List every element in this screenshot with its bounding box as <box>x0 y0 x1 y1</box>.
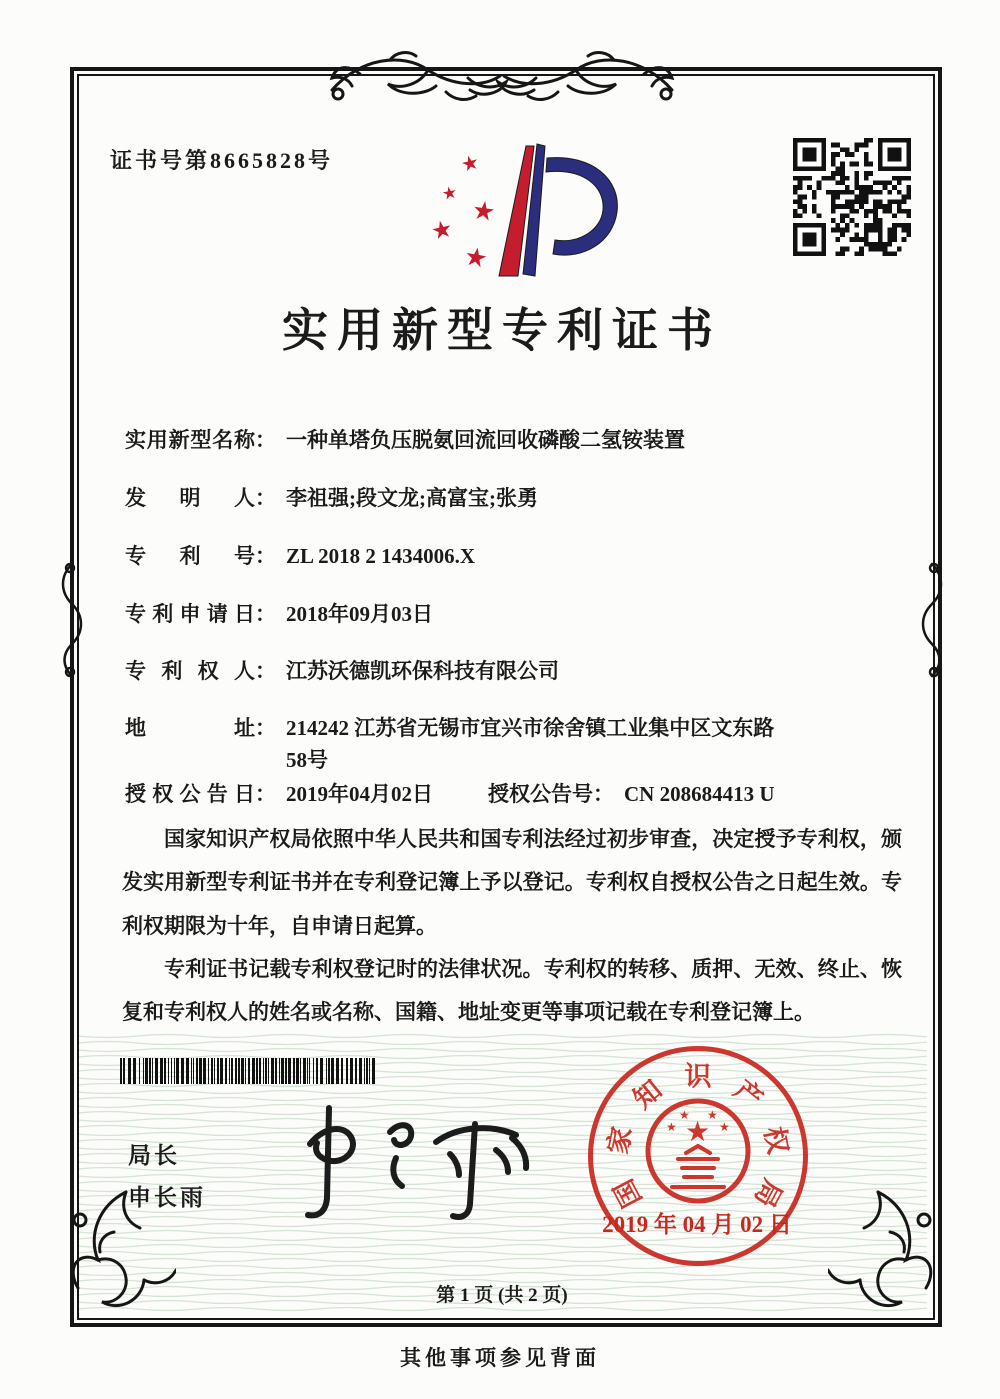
logo-stars <box>429 151 497 274</box>
legal-paragraph-2: 专利证书记载专利权登记时的法律状况。专利权的转移、质押、无效、终止、恢复和专利权人的姓名或名称、国籍、地址变更等事项记载在专利登记簿上。 <box>122 956 902 1024</box>
field-label: 专利权人 <box>125 659 255 683</box>
svg-text:★: ★ <box>679 1108 690 1122</box>
svg-text:★: ★ <box>719 1120 730 1134</box>
director-title: 局长 <box>128 1142 180 1168</box>
grant-number-group: 授权公告号： CN 208684413 U <box>488 782 775 806</box>
seal-ring-character: 权 <box>758 1124 794 1157</box>
legal-text-block <box>122 818 902 1034</box>
certificate-title: 实用新型专利证书 <box>282 305 722 356</box>
national-emblem-icon <box>642 1095 754 1207</box>
seal-date: 2019 年 04 月 02 日 <box>602 1212 792 1237</box>
svg-text:★: ★ <box>707 1108 718 1122</box>
address-value: 214242 江苏省无锡市宜兴市徐舍镇工业集中区文东路58号 <box>286 716 775 772</box>
inventors-value: 李祖强;段文龙;高富宝;张勇 <box>286 486 538 510</box>
patent-number-value: ZL 2018 2 1434006.X <box>286 544 476 568</box>
seal-ring-character: 识 <box>684 1061 712 1092</box>
seal-ring-character: 局 <box>748 1174 788 1213</box>
legal-paragraph-1: 国家知识产权局依照中华人民共和国专利法经过初步审查，决定授予专利权，颁发实用新型专利证书并在专利登记簿上予以登记。专利权自授权公告之日起生效。专利权期限为十年，自申请日起算。 <box>122 827 902 938</box>
qr-code-icon <box>793 138 911 256</box>
scroll-ornament-bottom-left <box>50 1180 176 1320</box>
seal-ring-character: 家 <box>602 1124 638 1157</box>
scroll-ornament-right-edge <box>918 560 946 682</box>
field-label: 地址 <box>125 716 255 740</box>
filing-date-value: 2018年09月03日 <box>286 602 433 626</box>
scroll-ornament-left-edge <box>58 560 86 682</box>
logo-blue-bowl <box>546 158 617 256</box>
grant-number-label: 授权公告号 <box>488 782 593 806</box>
director-name: 申长雨 <box>128 1184 206 1210</box>
svg-text:★: ★ <box>685 1117 711 1148</box>
field-row-address: 地址： 214242 江苏省无锡市宜兴市徐舍镇工业集中区文东路58号 <box>125 712 791 776</box>
grant-date-value: 2019年04月02日 <box>286 782 433 806</box>
seal-ring-character: 知 <box>627 1074 668 1115</box>
director-signature-icon <box>272 1100 540 1236</box>
field-label: 实用新型名称 <box>125 428 255 452</box>
certificate-number: 证书号第8665828号 <box>110 148 334 173</box>
scroll-ornament-bottom-right <box>828 1180 954 1320</box>
svg-text:★: ★ <box>461 241 490 274</box>
seal-ring-character: 产 <box>728 1074 769 1115</box>
field-label: 授权公告日 <box>125 782 255 806</box>
field-row-invention-name: 实用新型名称： 一种单塔负压脱氨回流回收磷酸二氢铵装置 <box>125 424 685 456</box>
field-row-filing-date: 专利申请日： 2018年09月03日 <box>125 598 433 630</box>
svg-text:★: ★ <box>458 151 482 177</box>
field-row-patent-number: 专利号： ZL 2018 2 1434006.X <box>125 540 475 572</box>
svg-text:★: ★ <box>470 195 498 228</box>
svg-text:★: ★ <box>440 182 459 204</box>
invention-name-value: 一种单塔负压脱氨回流回收磷酸二氢铵装置 <box>286 428 685 452</box>
seal-ring-character: 国 <box>608 1174 648 1213</box>
field-row-grant: 授权公告日： 2019年04月02日 授权公告号： CN 208684413 U <box>125 778 433 810</box>
patentee-value: 江苏沃德凯环保科技有限公司 <box>286 659 559 683</box>
field-label: 专利申请日 <box>125 602 255 626</box>
field-label: 发明人 <box>125 486 255 510</box>
field-label: 专利号 <box>125 544 255 568</box>
back-side-note: 其他事项参见背面 <box>400 1346 600 1370</box>
page-number: 第 1 页 (共 2 页) <box>436 1285 568 1306</box>
field-row-inventors: 发明人： 李祖强;段文龙;高富宝;张勇 <box>125 482 538 514</box>
svg-text:★: ★ <box>428 215 456 246</box>
field-row-patentee: 专利权人： 江苏沃德凯环保科技有限公司 <box>125 655 559 687</box>
grant-number-value: CN 208684413 U <box>624 782 775 806</box>
dragon-scroll-ornament-top <box>324 38 680 114</box>
svg-text:★: ★ <box>666 1120 677 1134</box>
cnipa-patent-logo-icon <box>425 136 630 288</box>
barcode-icon <box>120 1058 378 1084</box>
